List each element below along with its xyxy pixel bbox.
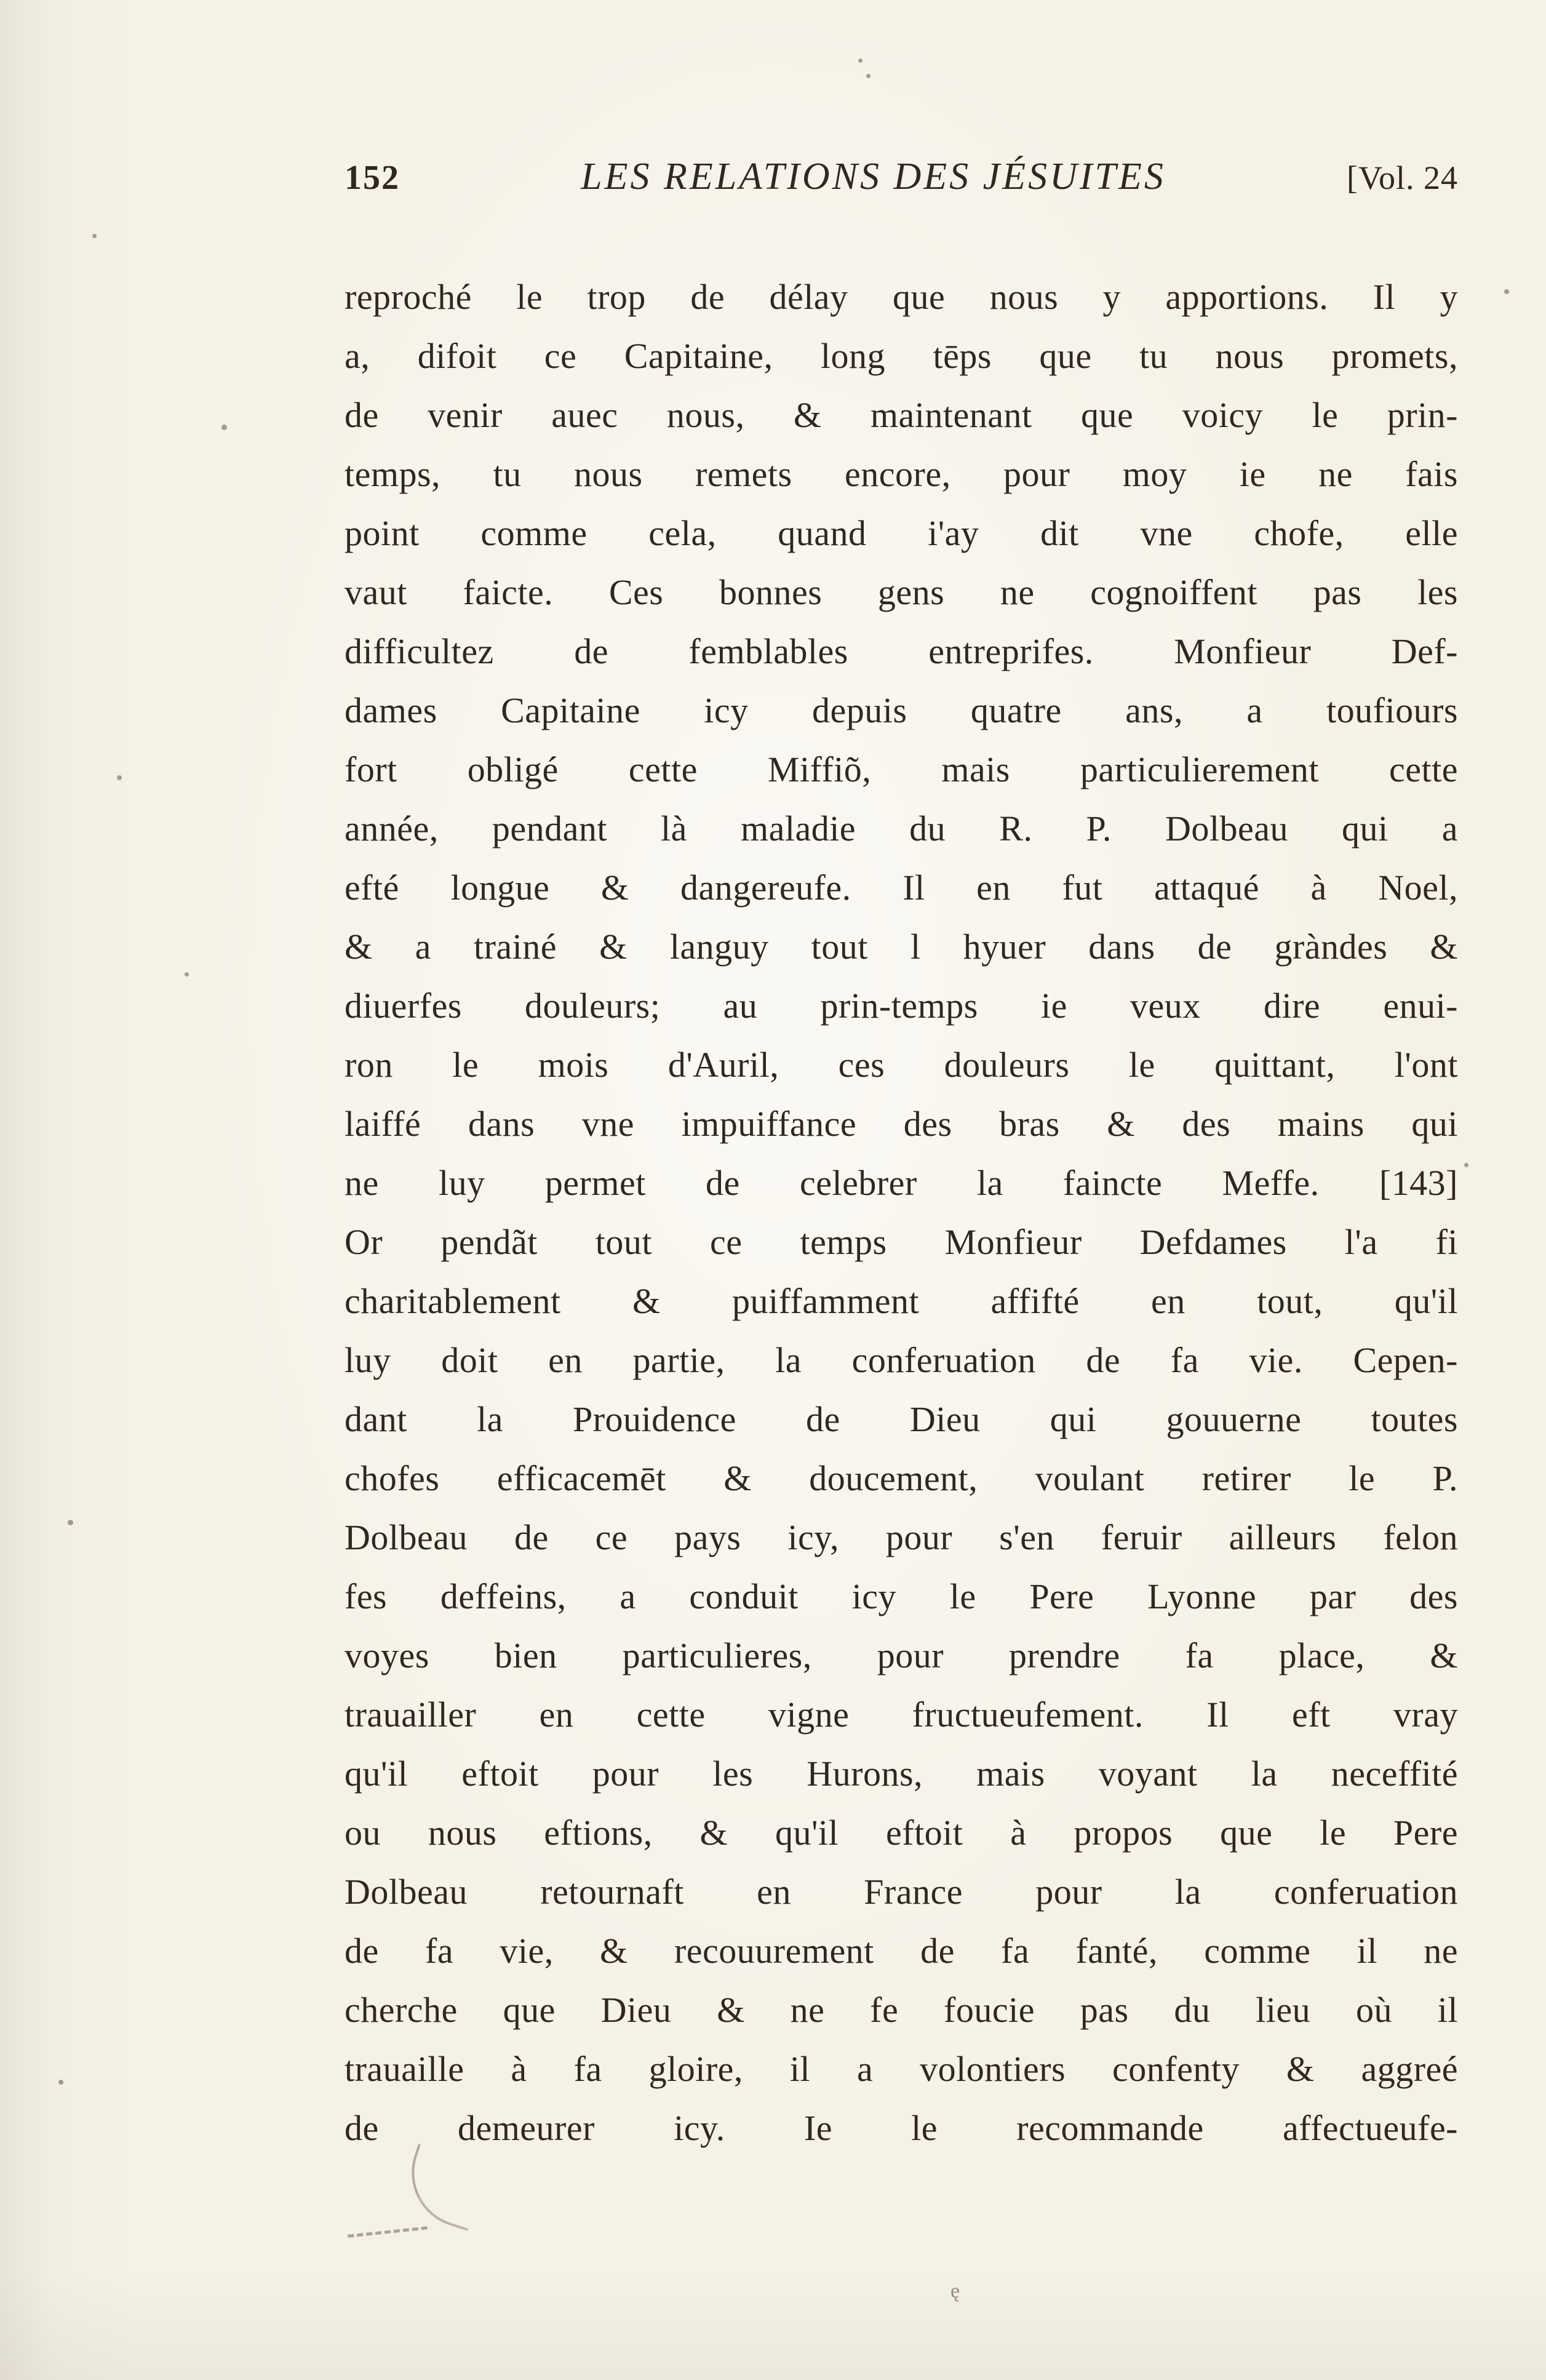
pencil-dash <box>348 2226 428 2238</box>
scan-speck <box>68 1520 73 1525</box>
text-line: Or pendãt tout ce temps Monfieur Defdames l'a fi <box>345 1222 1458 1262</box>
text-line: Dolbeau de ce pays icy, pour s'en feruir ailleurs felon <box>345 1517 1458 1557</box>
text-line: fort obligé cette Miffiõ, mais particulierement cette <box>345 749 1458 789</box>
body-text <box>345 268 1458 2158</box>
scan-speck <box>1464 1163 1468 1167</box>
page-number: 152 <box>345 159 400 197</box>
running-title: LES RELATIONS DES JÉSUITES <box>581 156 1166 198</box>
scan-speck <box>117 775 122 780</box>
text-line: vaut faicte. Ces bonnes gens ne cognoiffent pas les <box>345 572 1458 612</box>
text-line: ou nous eftions, & qu'il eftoit à propos que le Pere <box>345 1813 1458 1853</box>
text-line: efté longue & dangereufe. Il en fut attaqué à Noel, <box>345 868 1458 908</box>
text-line: reproché le trop de délay que nous y apportions. Il y <box>345 277 1458 317</box>
scan-speck <box>221 425 227 430</box>
text-line: & a trainé & languy tout l hyuer dans de gràndes & <box>345 927 1458 967</box>
scan-speck <box>185 972 189 976</box>
text-line: de venir auec nous, & maintenant que voicy le prin- <box>345 395 1458 435</box>
scan-speck <box>866 74 871 78</box>
text-line: dant la Prouidence de Dieu qui gouuerne toutes <box>345 1399 1458 1439</box>
scan-speck <box>858 58 863 63</box>
text-line: luy doit en partie, la conferuation de fa vie. Cepen- <box>345 1340 1458 1380</box>
text-line: point comme cela, quand i'ay dit vne chofe, elle <box>345 513 1458 553</box>
stray-mark: ę <box>950 2280 960 2302</box>
scan-speck <box>92 234 97 238</box>
text-line: trauailler en cette vigne fructueufement. Il eft vray <box>345 1695 1458 1735</box>
text-line: difficultez de femblables entreprifes. Monfieur Def- <box>345 631 1458 671</box>
text-line: ron le mois d'Auril, ces douleurs le quittant, l'ont <box>345 1045 1458 1085</box>
text-line: fes deffeins, a conduit icy le Pere Lyonne par des <box>345 1576 1458 1616</box>
text-line: qu'il eftoit pour les Hurons, mais voyant la neceffité <box>345 1754 1458 1794</box>
text-line: dames Capitaine icy depuis quatre ans, a toufiours <box>345 690 1458 730</box>
text-line: trauaille à fa gloire, il a volontiers confenty & aggreé <box>345 2049 1458 2089</box>
text-line: chofes efficacemēt & doucement, voulant retirer le P. <box>345 1458 1458 1498</box>
text-block <box>345 155 1458 2158</box>
text-line: charitablement & puiffamment affifté en tout, qu'il <box>345 1281 1458 1321</box>
text-line: année, pendant là maladie du R. P. Dolbeau qui a <box>345 809 1458 849</box>
text-line: a, difoit ce Capitaine, long tēps que tu nous promets, <box>345 336 1458 376</box>
text-line: temps, tu nous remets encore, pour moy ie ne fais <box>345 454 1458 494</box>
text-line: ne luy permet de celebrer la faincte Meffe. [143] <box>345 1163 1458 1203</box>
text-line: cherche que Dieu & ne fe foucie pas du lieu où il <box>345 1990 1458 2030</box>
scan-speck <box>58 2080 63 2085</box>
page-header <box>345 155 1458 199</box>
volume-label: [Vol. 24 <box>1346 159 1458 196</box>
scan-speck <box>1504 289 1509 294</box>
text-line: de fa vie, & recouurement de fa fanté, comme il ne <box>345 1931 1458 1971</box>
text-line: Dolbeau retournaft en France pour la conferuation <box>345 1872 1458 1912</box>
text-line: diuerfes douleurs; au prin-temps ie veux dire enui- <box>345 986 1458 1026</box>
text-line: de demeurer icy. Ie le recommande affectueufe- <box>345 2108 1458 2148</box>
text-line: voyes bien particulieres, pour prendre fa place, & <box>345 1635 1458 1675</box>
text-line: laiffé dans vne impuiffance des bras & des mains qui <box>345 1104 1458 1144</box>
